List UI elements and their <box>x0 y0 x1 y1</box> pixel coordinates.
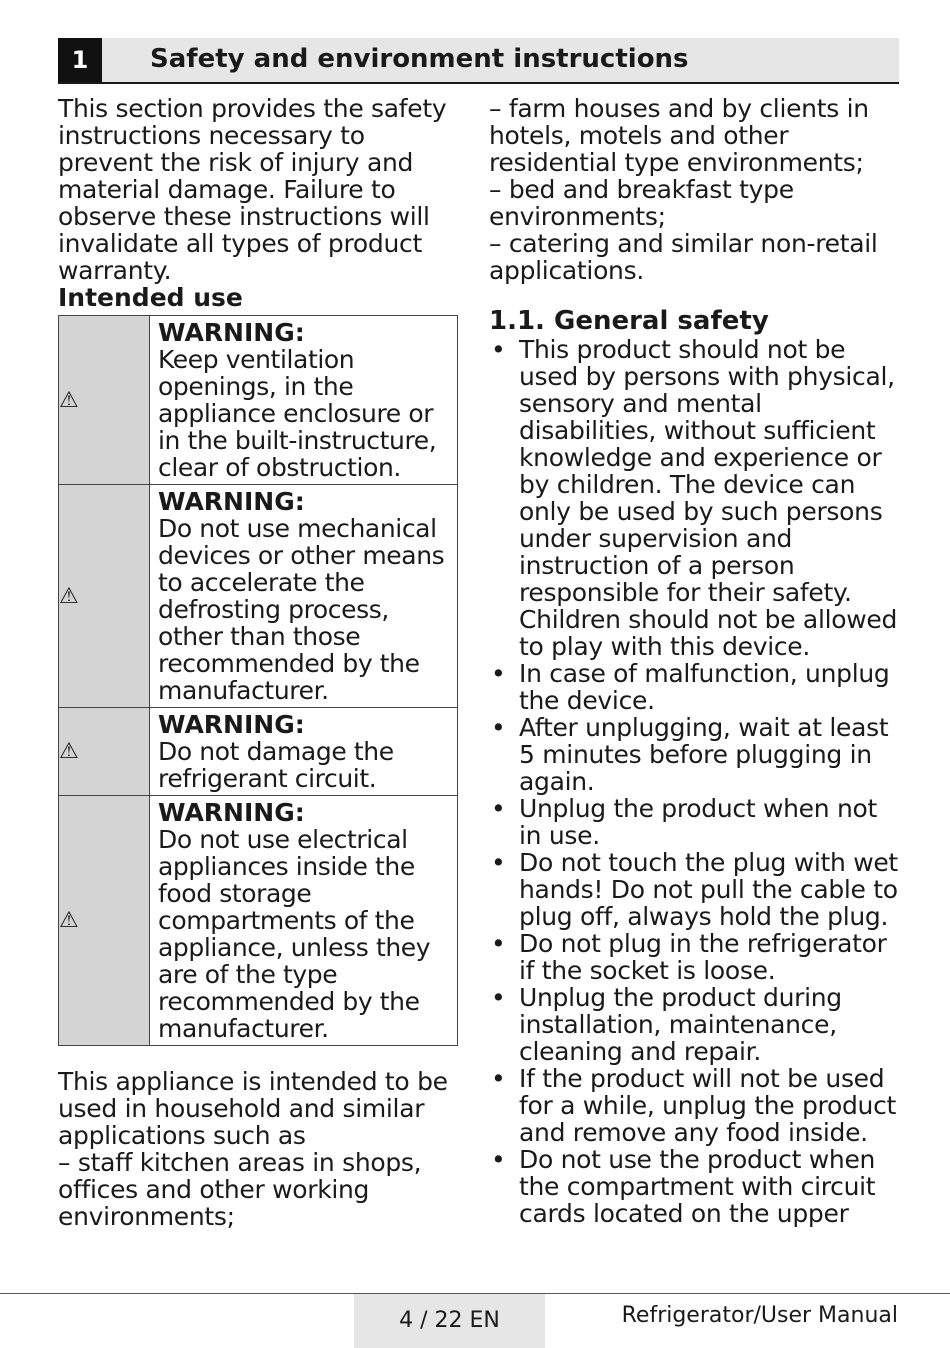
warnings-table <box>58 315 458 1046</box>
warning-title: WARNING: <box>158 710 305 739</box>
warning-text: Do not damage the refrigerant circuit. <box>158 737 394 793</box>
intended-use-heading: Intended use <box>58 283 243 312</box>
section-header <box>58 38 899 84</box>
intended-use-item: – staff kitchen areas in shops, offices and other working environments; <box>58 1148 422 1231</box>
right-column <box>489 95 904 1227</box>
list-item: • Do not use the product when the compartment with circuit cards located on the upper <box>489 1146 904 1227</box>
warning-title: WARNING: <box>158 487 305 516</box>
warning-triangle-icon: ⚠ <box>59 908 79 933</box>
chapter-number: 1 <box>58 38 102 82</box>
warning-row <box>59 316 458 485</box>
page-number: 4 / 22 EN <box>354 1294 545 1348</box>
warning-triangle-icon: ⚠ <box>59 387 79 413</box>
warning-title: WARNING: <box>158 318 305 347</box>
list-item: • After unplugging, wait at least 5 minutes before plugging in again. <box>489 714 904 795</box>
warning-row <box>59 796 458 1046</box>
warning-row <box>59 485 458 708</box>
list-item: • Do not touch the plug with wet hands! Do not pull the cable to plug off, always hold the plug. <box>489 849 904 930</box>
list-item: • If the product will not be used for a while, unplug the product and remove any food inside. <box>489 1065 904 1146</box>
section-title: Safety and environment instructions <box>150 44 689 74</box>
intro-paragraph: This section provides the safety instructions necessary to prevent the risk of injury and material damage. Failure to observe these instructions will invalidate all types of product warranty. <box>58 94 447 285</box>
intended-use-item: – catering and similar non-retail applications. <box>489 229 878 285</box>
intended-use-text: This appliance is intended to be used in household and similar applications such as <box>58 1067 448 1150</box>
warning-row <box>59 708 458 796</box>
intended-use-item: – farm houses and by clients in hotels, motels and other residential type environments; <box>489 94 869 177</box>
warning-text: Do not use electrical appliances inside the food storage compartments of the appliance, unless they are of the type recommended by the manufacturer. <box>158 825 431 1043</box>
left-column <box>58 95 463 1230</box>
warning-title: WARNING: <box>158 798 305 827</box>
intended-use-item: – bed and breakfast type environments; <box>489 175 794 231</box>
list-item: • Unplug the product when not in use. <box>489 795 904 849</box>
list-item: • Do not plug in the refrigerator if the socket is loose. <box>489 930 904 984</box>
list-item: • In case of malfunction, unplug the device. <box>489 660 904 714</box>
manual-title: Refrigerator/User Manual <box>621 1303 898 1328</box>
list-item: • Unplug the product during installation, maintenance, cleaning and repair. <box>489 984 904 1065</box>
warning-triangle-icon: ⚠ <box>59 739 79 764</box>
list-item: • This product should not be used by persons with physical, sensory and mental disabilities, without sufficient knowledge and experience or by children. The device can only be used by such persons under supervision and instruction of a person responsible for their safety. Children should not be allowed to play with this device. <box>489 336 904 660</box>
warning-triangle-icon: ⚠ <box>59 583 79 609</box>
general-safety-heading: 1.1. General safety <box>489 306 769 336</box>
warning-text: Do not use mechanical devices or other means to accelerate the defrosting process, other than those recommended by the manufacturer. <box>158 514 445 705</box>
warning-text: Keep ventilation openings, in the appliance enclosure or in the built-instructure, clear of obstruction. <box>158 345 437 482</box>
general-safety-list <box>489 336 904 1227</box>
